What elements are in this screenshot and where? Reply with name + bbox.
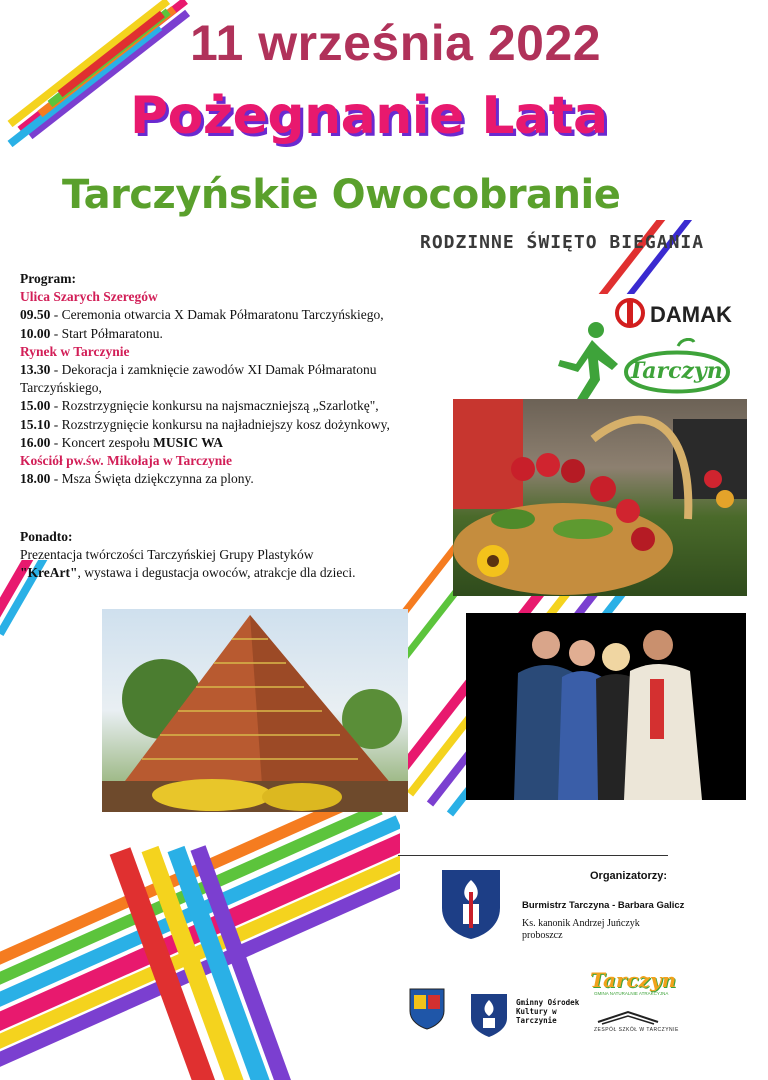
event-date: 11 września 2022 <box>190 15 602 71</box>
photo-fruit-basket <box>453 399 747 596</box>
tarczyn-gmina-logo: Tarczyn <box>590 968 677 992</box>
program-item: 15.10 - Rozstrzygnięcie konkursu na najładniejszy kosz dożynkowy, <box>20 416 390 432</box>
divider <box>398 855 668 856</box>
program-item: 15.00 - Rozstrzygnięcie konkursu na najsmaczniejszą „Szarlotkę", <box>20 398 379 414</box>
extra-heading: Ponadto: <box>20 529 73 544</box>
tarczyn-gmina-tagline: GMINA NATURALNIE ATRAKCYJNA <box>594 991 669 996</box>
school-name: ZESPÓŁ SZKÓŁ W TARCZYNIE <box>594 1027 679 1033</box>
tarczyn-logo-text: Tarczyn <box>628 358 723 384</box>
gok-coat-of-arms-icon <box>469 992 509 1038</box>
location-heading: Rynek w Tarczynie <box>20 343 130 359</box>
program-item: 13.30 - Dekoracja i zamknięcie zawodów XI Damak Półmaratonu Tarczyńskiego, <box>20 362 377 396</box>
runner-icon <box>552 320 622 410</box>
extra-line: Prezentacja twórczości Tarczyńskiej Grupy Plastyków <box>20 547 314 562</box>
event-tagline: RODZINNE ŚWIĘTO BIEGANIA <box>420 232 705 253</box>
photo-apple-pyramid <box>102 609 408 812</box>
program-item: 09.50 - Ceremonia otwarcia X Damak Półmaratonu Tarczyńskiego, <box>20 307 384 323</box>
photo-band-music-wa <box>466 613 746 800</box>
extra-section <box>20 528 400 582</box>
tarczyn-coat-of-arms-icon <box>440 868 502 940</box>
location-heading: Kościół pw.św. Mikołaja w Tarczynie <box>20 453 233 469</box>
event-title: Pożegnanie Lata <box>130 86 608 146</box>
program-item: 16.00 - Koncert zespołu MUSIC WA <box>20 434 223 450</box>
program-item: 18.00 - Msza Święta dziękczynna za plony. <box>20 471 254 487</box>
location-heading: Ulica Szarych Szeregów <box>20 289 158 305</box>
organizer-kanonik: Ks. kanonik Andrzej Juńczyk proboszcz <box>522 918 640 941</box>
program-section <box>20 270 460 488</box>
event-subtitle: Tarczyńskie Owocobranie <box>62 172 621 218</box>
gok-name: Gminny Ośrodek Kultury w Tarczynie <box>516 998 580 1025</box>
powiat-coat-of-arms-icon <box>408 987 446 1031</box>
program-heading: Program: <box>20 271 76 286</box>
organizers-heading: Organizatorzy: <box>590 870 668 882</box>
school-book-icon <box>592 1006 664 1026</box>
program-item: 10.00 - Start Półmaratonu. <box>20 325 163 341</box>
extra-line: "KreArt", wystawa i degustacja owoców, atrakcje dla dzieci. <box>20 565 356 580</box>
organizer-burmistrz: Burmistrz Tarczyna - Barbara Galicz <box>522 900 685 911</box>
damak-text: DAMAK <box>650 302 732 327</box>
